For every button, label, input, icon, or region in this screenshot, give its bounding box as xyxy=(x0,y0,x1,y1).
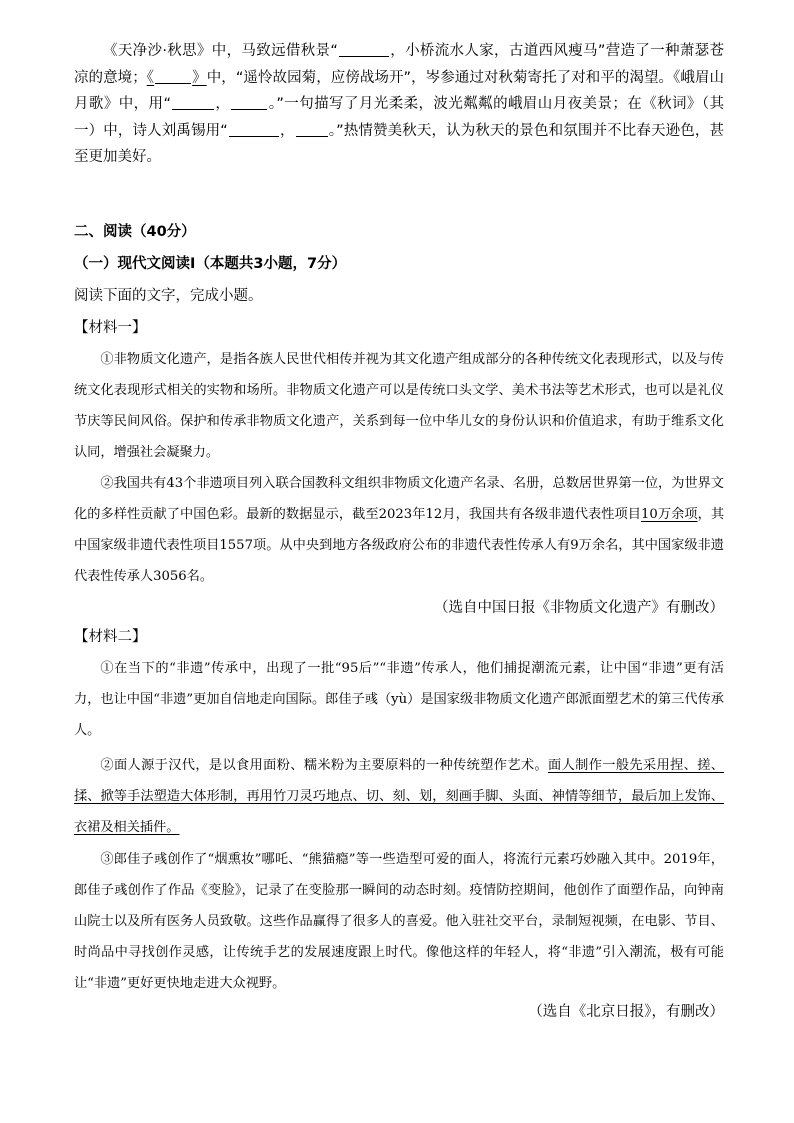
poetry-fill-blank-paragraph xyxy=(74,38,724,171)
underlined-sentence: 面人制作一般先采用捏、搓、揉、掀等手法塑造大体形制，再用竹刀灵巧地点、切、刻、划，刻画手脚、头面、神情等细节，最后加上发饰、衣裙及相关插件。 xyxy=(74,758,724,835)
underlined-figure: 10万余项 xyxy=(641,507,698,522)
poetry-text: ，小桥流水人家，古道西风瘦马”营造了一种萧瑟苍凉的意境； xyxy=(74,43,724,86)
material-two-paragraph-3: ③郎佳子彧创作了“烟熏妆”哪吒、“熊猫瘾”等一些造型可爱的面人，将流行元素巧妙融入其中。2019年，郎佳子彧创作了作品《变脸》，记录了在变脸那一瞬间的动态时刻。疫情防控期间，他创作了面塑作品，向钟南山院士以及所有医务人员致敬。这些作品赢得了很多人的喜爱。他入驻社交平台，录制短视频，在电影、节目、时尚品中寻找创作灵感，让传统手艺的发展速度跟上时代。像他这样的年轻人，将“非遗”引入潮流，极有可能让“非遗”更好更快地走进大众视野。 xyxy=(74,852,724,991)
material-one-label: 【材料一】 xyxy=(74,320,147,336)
instruction: 阅读下面的文字，完成小题。 xyxy=(74,288,263,304)
material-one-paragraph-2: ②我国共有43个非遗项目列入联合国教科文组织非物质文化遗产名录、名册，总数居世界第一位，为世界文化的多样性贡献了中国色彩。最新的数据显示，截至2023年12月，我国共有各级非遗代表性项目10万余项，其中国家级非遗代表性项目1557项。从中央到地方各级政府公布的非遗代表性传承人有9万余名，其中国家级非遗代表性传承人3056名。 xyxy=(74,476,725,584)
answer-blank xyxy=(296,122,328,137)
answer-blank xyxy=(229,122,279,137)
material-one-source: （选自中国日报《非物质文化遗产》有删改） xyxy=(434,600,724,616)
subsection-title: （一）现代文阅读Ⅰ（本题共3小题，7分） xyxy=(74,256,347,272)
material-two-paragraph-2: ②面人源于汉代，是以食用面粉、糯米粉为主要原料的一种传统塑作艺术。面人制作一般先采用捏、搓、揉、掀等手法塑造大体形制，再用竹刀灵巧地点、切、刻、划，刻画手脚、头面、神情等细节，最后加上发饰、衣裙及相关插件。 xyxy=(74,758,724,835)
section-title: 二、阅读（40分） xyxy=(74,224,196,240)
material-two-source: （选自《北京日报》，有删改） xyxy=(528,1004,724,1020)
material-two-paragraph-1: ①在当下的“非遗”传承中，出现了一批“95后”“非遗”传承人，他们捕捉潮流元素，让中国“非遗”更有活力，也让中国“非遗”更加自信地走向国际。郎佳子彧（yù）是国家级非物质文化遗产郎派面塑艺术的第三代传承人。 xyxy=(74,661,724,738)
poetry-text: ， xyxy=(214,96,231,112)
poetry-text: 中，“遥怜故园菊，应傍战场开”，岑参通过对秋菊寄托了对和平的渴望。《峨眉山月歌》中，用“ xyxy=(74,69,725,112)
answer-blank xyxy=(172,95,214,110)
material-two-label: 【材料二】 xyxy=(74,629,147,645)
answer-blank xyxy=(339,42,389,57)
poem-title-blank: 《 》 xyxy=(146,69,207,86)
answer-blank xyxy=(155,69,191,84)
poetry-text: 。”一句描写了月光柔柔，波光粼粼的峨眉山月夜美景；在《秋词》（其一）中，诗人刘禹锡用“ xyxy=(74,96,724,139)
poetry-text: 《天净沙·秋思》中，马致远借秋景“ xyxy=(103,43,338,59)
poetry-text: ， xyxy=(279,122,295,139)
poetry-text: 。”热情赞美秋天，认为秋天的景色和氛围并不比春天逊色，甚至更加美好。 xyxy=(74,122,725,165)
answer-blank xyxy=(231,95,267,110)
material-one-paragraph-1: ①非物质文化遗产，是指各族人民世代相传并视为其文化遗产组成部分的各种传统文化表现形式，以及与传统文化表现形式相关的实物和场所。非物质文化遗产可以是传统口头文学、美术书法等艺术形式，也可以是礼仪节庆等民间风俗。保护和传承非物质文化遗产，关系到每一位中华儿女的身份认识和价值追求，有助于维系文化认同，增强社会凝聚力。 xyxy=(74,352,724,460)
